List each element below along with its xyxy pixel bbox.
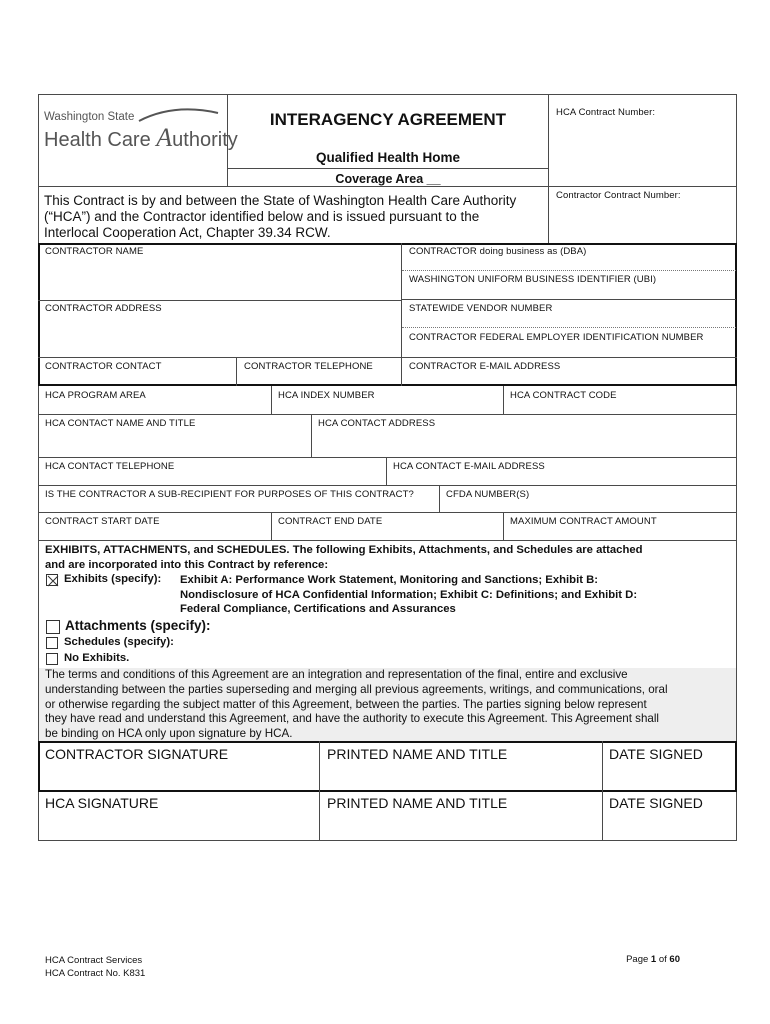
cfda-number-field[interactable]: CFDA NUMBER(S) bbox=[446, 489, 530, 500]
page-prefix: Page bbox=[626, 954, 651, 965]
contractor-dba-field[interactable]: CONTRACTOR doing business as (DBA) bbox=[409, 246, 587, 257]
intro-line: (“HCA”) and the Contractor identified below and is issued pursuant to the bbox=[44, 209, 480, 224]
hca-contact-telephone-field[interactable]: HCA CONTACT TELEPHONE bbox=[45, 461, 175, 472]
no-exhibits-label: No Exhibits. bbox=[64, 652, 130, 664]
logo-text-uthority: uthority bbox=[172, 129, 238, 151]
max-contract-amount-field[interactable]: MAXIMUM CONTRACT AMOUNT bbox=[510, 516, 657, 527]
exhibits-checkbox[interactable] bbox=[46, 574, 58, 586]
terms-line: understanding between the parties superseding and merging all previous agreements, writings, and communications, oral bbox=[45, 682, 668, 696]
exhibits-list-line: Nondisclosure of HCA Confidential Information; Exhibit C: Definitions; and Exhibit D: bbox=[180, 588, 638, 601]
contractor-date-signed-field[interactable]: DATE SIGNED bbox=[609, 746, 703, 762]
hca-program-area-field[interactable]: HCA PROGRAM AREA bbox=[45, 390, 146, 401]
hca-contact-email-field[interactable]: HCA CONTACT E-MAIL ADDRESS bbox=[393, 461, 545, 472]
hca-logo bbox=[44, 111, 238, 161]
contractor-printed-name-field[interactable]: PRINTED NAME AND TITLE bbox=[327, 746, 508, 762]
page-of: of bbox=[656, 954, 670, 965]
contract-intro bbox=[44, 193, 516, 241]
attachments-label: Attachments (specify): bbox=[65, 618, 211, 633]
hca-contact-name-field[interactable]: HCA CONTACT NAME AND TITLE bbox=[45, 418, 196, 429]
contractor-contract-number-label: Contractor Contract Number: bbox=[556, 190, 681, 201]
footer-line: HCA Contract Services bbox=[45, 955, 143, 966]
hca-date-signed-field[interactable]: DATE SIGNED bbox=[609, 795, 703, 811]
hca-contact-address-field[interactable]: HCA CONTACT ADDRESS bbox=[318, 418, 436, 429]
fein-field[interactable]: CONTRACTOR FEDERAL EMPLOYER IDENTIFICATION NUMBER bbox=[409, 332, 704, 343]
exhibits-list-line: Exhibit A: Performance Work Statement, Monitoring and Sanctions; Exhibit B: bbox=[180, 574, 599, 586]
intro-line: This Contract is by and between the State of Washington Health Care Authority bbox=[44, 193, 517, 208]
logo-line-2 bbox=[44, 123, 238, 153]
intro-line: Interlocal Cooperation Act, Chapter 39.34 RCW. bbox=[44, 225, 331, 240]
attachments-checkbox[interactable] bbox=[46, 620, 60, 634]
terms-line: they have read and understand this Agreement, and have the authority to execute this Agreement. This Agreement shall bbox=[45, 712, 659, 726]
footer-line: HCA Contract No. K831 bbox=[45, 968, 146, 979]
document-title: INTERAGENCY AGREEMENT bbox=[269, 110, 507, 129]
exhibits-heading-line: and are incorporated into this Contract by reference: bbox=[45, 558, 329, 571]
terms-line: be binding on HCA only upon signature by HCA. bbox=[45, 727, 293, 741]
sub-recipient-field[interactable]: IS THE CONTRACTOR A SUB-RECIPIENT FOR PURPOSES OF THIS CONTRACT? bbox=[45, 489, 414, 500]
exhibits-list-line: Federal Compliance, Certifications and Assurances bbox=[180, 603, 456, 615]
exhibits-list bbox=[180, 573, 637, 617]
hca-contract-code-field[interactable]: HCA CONTRACT CODE bbox=[510, 390, 617, 401]
ubi-field[interactable]: WASHINGTON UNIFORM BUSINESS IDENTIFIER (UBI) bbox=[409, 274, 657, 285]
contractor-address-field[interactable]: CONTRACTOR ADDRESS bbox=[45, 303, 162, 314]
statewide-vendor-number-field[interactable]: STATEWIDE VENDOR NUMBER bbox=[409, 303, 553, 314]
page-number bbox=[600, 954, 680, 965]
contract-end-date-field[interactable]: CONTRACT END DATE bbox=[278, 516, 383, 527]
logo-text-health-care: Health Care bbox=[44, 129, 157, 151]
schedules-label: Schedules (specify): bbox=[64, 636, 174, 648]
terms-line: The terms and conditions of this Agreement are an integration and representation of the final, entire and exclusive bbox=[45, 668, 628, 681]
terms-line: or otherwise regarding the subject matter of this Agreement, between the parties. The parties signing below represent bbox=[45, 697, 647, 711]
hca-contract-number-label: HCA Contract Number: bbox=[556, 107, 656, 118]
logo-swoosh-icon bbox=[44, 105, 224, 125]
page-total: 60 bbox=[669, 954, 680, 965]
page-current: 1 bbox=[650, 954, 657, 965]
no-exhibits-checkbox[interactable] bbox=[46, 653, 58, 665]
terms-text bbox=[45, 668, 668, 742]
schedules-checkbox[interactable] bbox=[46, 637, 58, 649]
logo-line-1: Washington State bbox=[44, 111, 135, 123]
document-subtitle: Qualified Health Home bbox=[315, 150, 461, 165]
exhibits-heading bbox=[45, 543, 643, 572]
hca-signature-field[interactable]: HCA SIGNATURE bbox=[45, 795, 159, 811]
logo-text-a: A bbox=[156, 123, 173, 152]
exhibits-heading-line: EXHIBITS, ATTACHMENTS, and SCHEDULES. The following Exhibits, Attachments, and Schedules are attached bbox=[45, 544, 643, 556]
contractor-contact-field[interactable]: CONTRACTOR CONTACT bbox=[45, 361, 162, 372]
contractor-email-field[interactable]: CONTRACTOR E-MAIL ADDRESS bbox=[409, 361, 561, 372]
contractor-telephone-field[interactable]: CONTRACTOR TELEPHONE bbox=[244, 361, 373, 372]
contractor-signature-field[interactable]: CONTRACTOR SIGNATURE bbox=[45, 746, 229, 762]
coverage-area: Coverage Area __ bbox=[335, 172, 441, 186]
footer-left bbox=[45, 954, 145, 980]
exhibits-label: Exhibits (specify): bbox=[64, 573, 162, 585]
hca-printed-name-field[interactable]: PRINTED NAME AND TITLE bbox=[327, 795, 508, 811]
hca-index-number-field[interactable]: HCA INDEX NUMBER bbox=[278, 390, 375, 401]
contract-start-date-field[interactable]: CONTRACT START DATE bbox=[45, 516, 160, 527]
checkbox-x-icon bbox=[47, 575, 59, 587]
contractor-name-field[interactable]: CONTRACTOR NAME bbox=[45, 246, 144, 257]
